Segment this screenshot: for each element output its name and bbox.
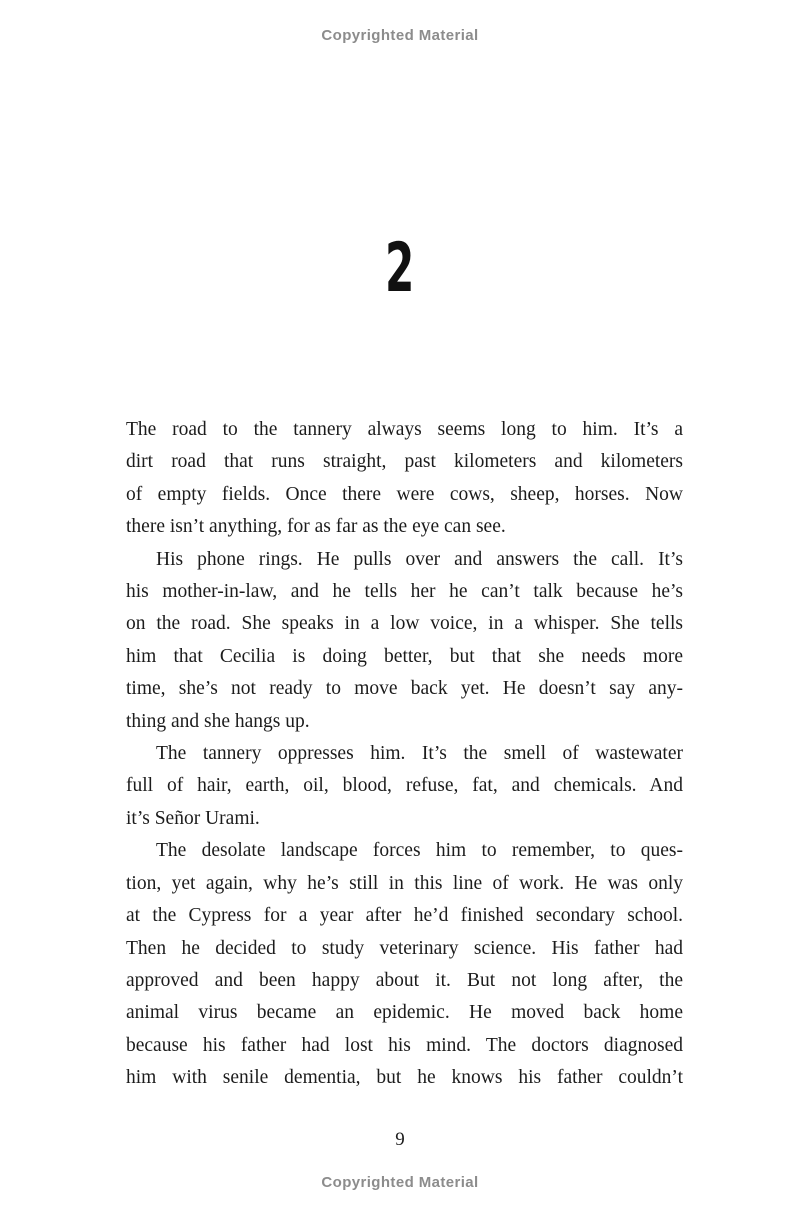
body-line: dirt road that runs straight, past kilometers and kilometers [126,451,683,473]
chapter-number: 2 [385,229,415,308]
paragraph [126,414,683,544]
body-line: animal virus became an epidemic. He moved back home [126,1002,683,1024]
body-text [126,414,683,1095]
body-line: because his father had lost his mind. The doctors diagnosed [126,1034,683,1056]
chapter-heading [0,229,800,308]
page-number: 9 [395,1129,405,1150]
paragraph [126,544,683,738]
copyright-notice-top: Copyrighted Material [321,27,479,44]
body-line: The tannery oppresses him. It’s the smell of wastewater [156,743,683,765]
body-line: him that Cecilia is doing better, but that she needs more [126,645,683,667]
body-line: approved and been happy about it. But not long after, the [126,969,683,991]
body-line: his mother-in-law, and he tells her he can’t talk because he’s [126,581,683,603]
body-line: Then he decided to study veterinary science. His father had [126,937,683,959]
paragraph [126,738,683,835]
body-line: The road to the tannery always seems long to him. It’s a [126,419,683,440]
body-line: tion, yet again, why he’s still in this line of work. He was only [126,872,683,894]
body-line: of empty fields. Once there were cows, sheep, horses. Now [126,483,683,505]
paragraph [126,835,683,1094]
body-line: full of hair, earth, oil, blood, refuse, fat, and chemicals. And [126,775,683,797]
body-line: it’s Señor Urami. [126,807,260,829]
body-line: on the road. She speaks in a low voice, in a whisper. She tells [126,613,683,635]
body-line: there isn’t anything, for as far as the eye can see. [126,516,506,538]
body-line: him with senile dementia, but he knows his father couldn’t [126,1067,683,1089]
body-line: at the Cypress for a year after he’d finished secondary school. [126,905,683,927]
body-line: time, she’s not ready to move back yet. He doesn’t say any- [126,678,683,700]
body-line: thing and she hangs up. [126,710,310,732]
body-line: His phone rings. He pulls over and answers the call. It’s [156,548,683,570]
copyright-notice-bottom: Copyrighted Material [321,1174,479,1191]
body-line: The desolate landscape forces him to remember, to ques- [156,840,683,862]
